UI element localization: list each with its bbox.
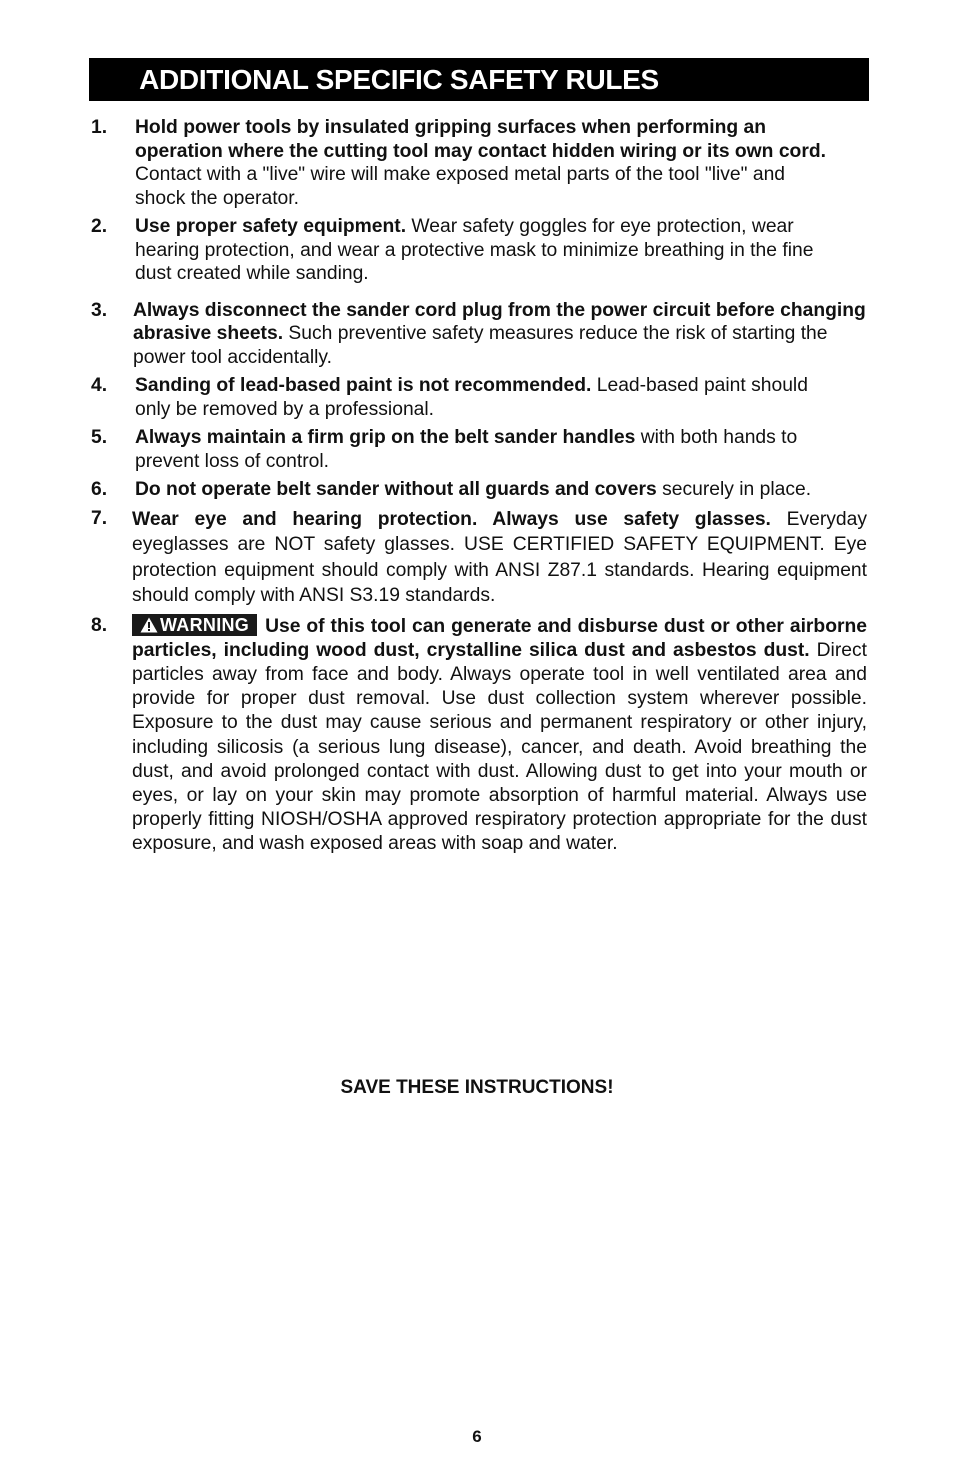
rule-number: 1.: [91, 117, 108, 138]
rule-body: [135, 215, 835, 286]
page-number: 6: [472, 1427, 482, 1446]
rule-body: [132, 507, 867, 609]
list-item: [91, 614, 867, 857]
safety-rules-list: [91, 116, 867, 857]
rule-text: Lead-based paint should only be removed by a professional.: [135, 375, 808, 420]
rule-number: 4.: [91, 375, 108, 396]
section-header-bar: [89, 58, 869, 101]
rule-number: 5.: [91, 427, 108, 448]
rule-text: with both hands to prevent loss of control.: [135, 427, 798, 472]
rule-lead: Always maintain a firm grip on the belt sander handles: [135, 427, 636, 448]
rule-lead: Hold power tools by insulated gripping surfaces when performing an operation where the cutting tool may contact hidden wiring or its own cord.: [135, 117, 826, 162]
rule-body: [135, 478, 835, 502]
rule-body: [135, 374, 835, 421]
rule-lead: Use proper safety equipment.: [135, 216, 407, 237]
rule-lead: Use of this tool can generate and disburse dust or other airborne particles, including wood dust, crystalline silica dust and asbestos dust.: [132, 615, 867, 661]
rule-text: Contact with a "live" wire will make exposed metal parts of the tool "live" and shock the operator.: [135, 164, 786, 209]
rule-text: Direct particles away from face and body. Always operate tool in well ventilated area and provide for proper dust removal. Use dust collection system wherever possible. Exposure to the dust may cause serious and permanent respiratory or other injury, including silicosis (a serious lung disease), cancer, and death. Avoid breathing the dust, and avoid prolonged contact with dust. Allowing dust to get into your mouth or eyes, or lay on your skin may promote absorption of harmful material. Always use properly fitting NIOSH/OSHA approved respiratory protection appropriate for the dust exposure, and wash exposed areas with soap and water.: [132, 639, 867, 855]
page-title: ADDITIONAL SPECIFIC SAFETY RULES: [139, 63, 659, 95]
rule-lead: Always disconnect the sander cord plug from the power circuit before changing abrasive sheets.: [133, 299, 866, 344]
rule-lead: Do not operate belt sander without all guards and covers: [135, 479, 657, 500]
warning-badge: [132, 614, 257, 636]
rule-lead: Wear eye and hearing protection. Always use safety glasses.: [132, 508, 771, 530]
rule-body: [135, 116, 835, 210]
list-item: [91, 215, 867, 286]
rule-number: 7.: [91, 507, 108, 529]
save-instructions-note: SAVE THESE INSTRUCTIONS!: [340, 1077, 614, 1098]
list-item: [91, 374, 867, 421]
warning-label: WARNING: [160, 614, 250, 635]
rule-lead: Sanding of lead-based paint is not recommended.: [135, 375, 592, 396]
rule-number: 6.: [91, 479, 108, 500]
rule-text: securely in place.: [656, 479, 812, 500]
rule-number: 3.: [91, 299, 108, 321]
list-item: [91, 478, 867, 502]
rule-number: 8.: [91, 614, 108, 636]
rule-text: Wear safety goggles for eye protection, wear hearing protection, and wear a protective mask to minimize breathing in the fine dust created while sanding.: [135, 216, 814, 284]
rule-body: [135, 426, 835, 473]
list-item: [91, 299, 867, 370]
rule-body: [132, 614, 867, 857]
list-item: [91, 426, 867, 473]
rule-number: 2.: [91, 216, 108, 237]
rule-text: Everyday eyeglasses are NOT safety glasses. USE CERTIFIED SAFETY EQUIPMENT. Eye protection equipment should comply with ANSI Z87.1 standards. Hearing equipment should comply with ANSI S3.19 standards.: [132, 508, 867, 606]
list-item: [91, 116, 867, 210]
list-item: [91, 507, 867, 609]
rule-body: [133, 299, 867, 370]
rule-text: Such preventive safety measures reduce the risk of starting the power tool accidentally.: [133, 323, 828, 368]
warning-triangle-icon: [140, 617, 158, 633]
